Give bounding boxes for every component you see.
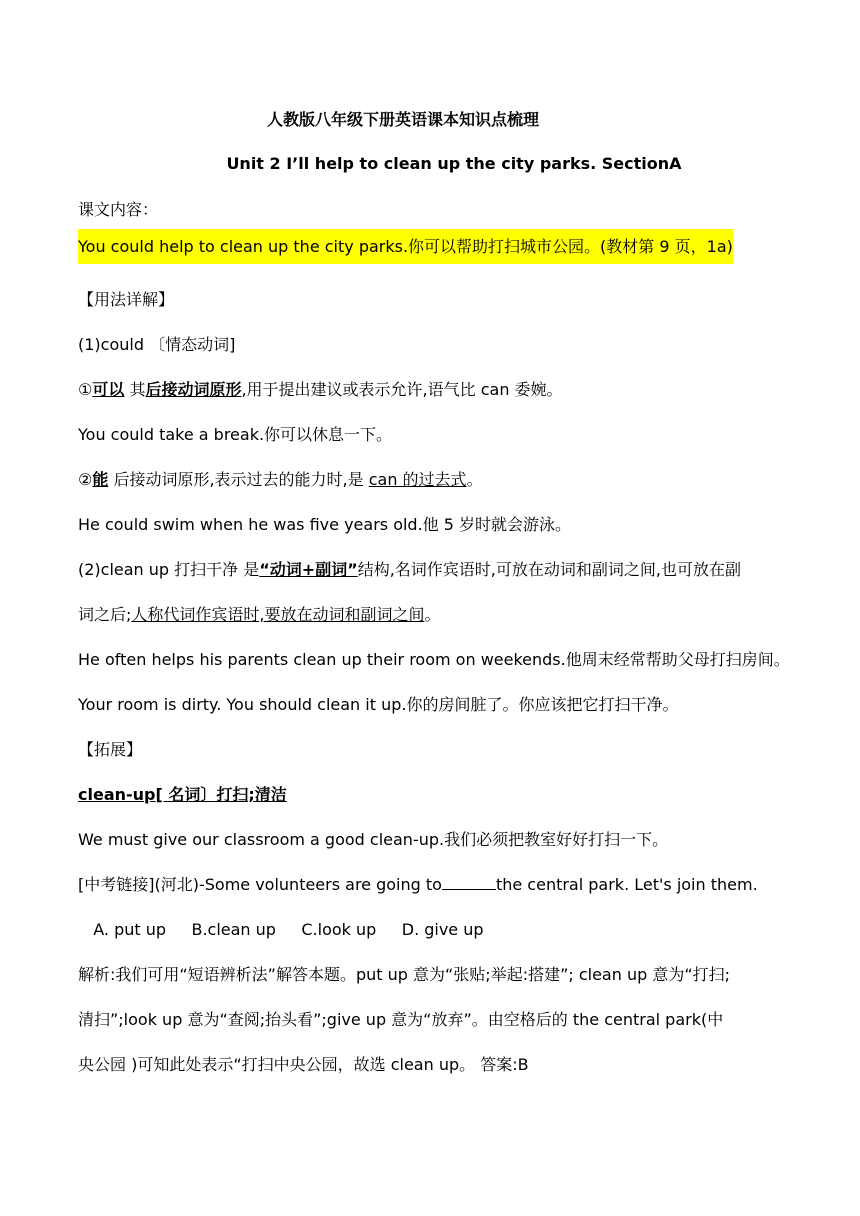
example-2: He could swim when he was five years old.他 5 岁时就会游泳。	[78, 515, 572, 534]
point-1b-keyword: 能	[92, 470, 109, 489]
point-1a	[78, 379, 563, 401]
point-1a-number: ①	[78, 380, 93, 399]
exam-question	[78, 874, 758, 896]
question-before-blank: [中考链接](河北)-Some volunteers are going to	[78, 875, 442, 894]
point-2-line-2	[78, 604, 441, 626]
point-1a-keyword-2: 后接动词原形	[145, 380, 242, 399]
point-2-rest: 结构,名词作宾语时,可放在动词和副词之间,也可放在副	[357, 560, 741, 579]
question-after-blank: the central park. Let's join them.	[495, 875, 758, 894]
unit-subtitle: Unit 2 I’ll help to clean up the city parks. SectionA	[226, 154, 682, 173]
usage-heading: 【用法详解】	[78, 290, 175, 309]
point-1a-keyword: 可以	[92, 380, 125, 399]
highlight-sentence: You could help to clean up the city parks.你可以帮助打扫城市公园。(教材第 9 页，1a)	[78, 229, 733, 264]
point-1-heading: (1)could 〔情态动词]	[78, 335, 236, 354]
extension-term-row	[78, 784, 287, 806]
point-2-intro: (2)clean up 打扫干净 是	[78, 560, 260, 579]
analysis-line-2: 清扫”;look up 意为“查阅;抬头看”;give up 意为“放弃”。由空格后的 the central park(中	[78, 1010, 724, 1029]
answer-options: A. put up B.clean up C.look up D. give up	[78, 920, 484, 939]
point-2-line-1	[78, 559, 741, 581]
section-label: 课文内容：	[78, 200, 159, 219]
extension-term: clean-up[ 名词〕打扫;清洁	[78, 785, 287, 804]
point-1b-keyword-2: can 的过去式	[368, 470, 467, 489]
analysis-line-1: 解析:我们可用“短语辨析法”解答本题。put up 意为“张贴;举起:搭建”; clean up 意为“打扫;	[78, 965, 731, 984]
highlight-row	[78, 236, 733, 258]
point-1b-end: 。	[466, 470, 483, 489]
point-2-line-2-end: 。	[424, 605, 441, 624]
point-1b-number: ②	[78, 470, 93, 489]
point-2-keyword: “动词+副词”	[259, 560, 358, 579]
extension-heading: 【拓展】	[78, 740, 143, 759]
point-1a-mid: 其	[124, 380, 146, 399]
example-1: You could take a break.你可以休息一下。	[78, 425, 393, 444]
analysis-line-3: 央公园 )可知此处表示“打扫中央公园，故选 clean up。 答案:B	[78, 1055, 529, 1074]
point-2-line-2-start: 词之后;	[78, 605, 132, 624]
point-2-line-2-keyword: 人称代词作宾语时,要放在动词和副词之间	[131, 605, 425, 624]
example-5: We must give our classroom a good clean-up.我们必须把教室好好打扫一下。	[78, 830, 669, 849]
answer-blank	[442, 875, 496, 890]
example-4: Your room is dirty. You should clean it up.你的房间脏了。你应该把它打扫干净。	[78, 695, 679, 714]
point-1b	[78, 469, 483, 491]
point-1b-mid: 后接动词原形,表示过去的能力时,是	[108, 470, 369, 489]
document-title: 人教版八年级下册英语课本知识点梳理	[266, 110, 539, 129]
example-3: He often helps his parents clean up their room on weekends.他周末经常帮助父母打扫房间。	[78, 650, 790, 669]
point-1a-rest: ,用于提出建议或表示允许,语气比 can 委婉。	[241, 380, 563, 399]
